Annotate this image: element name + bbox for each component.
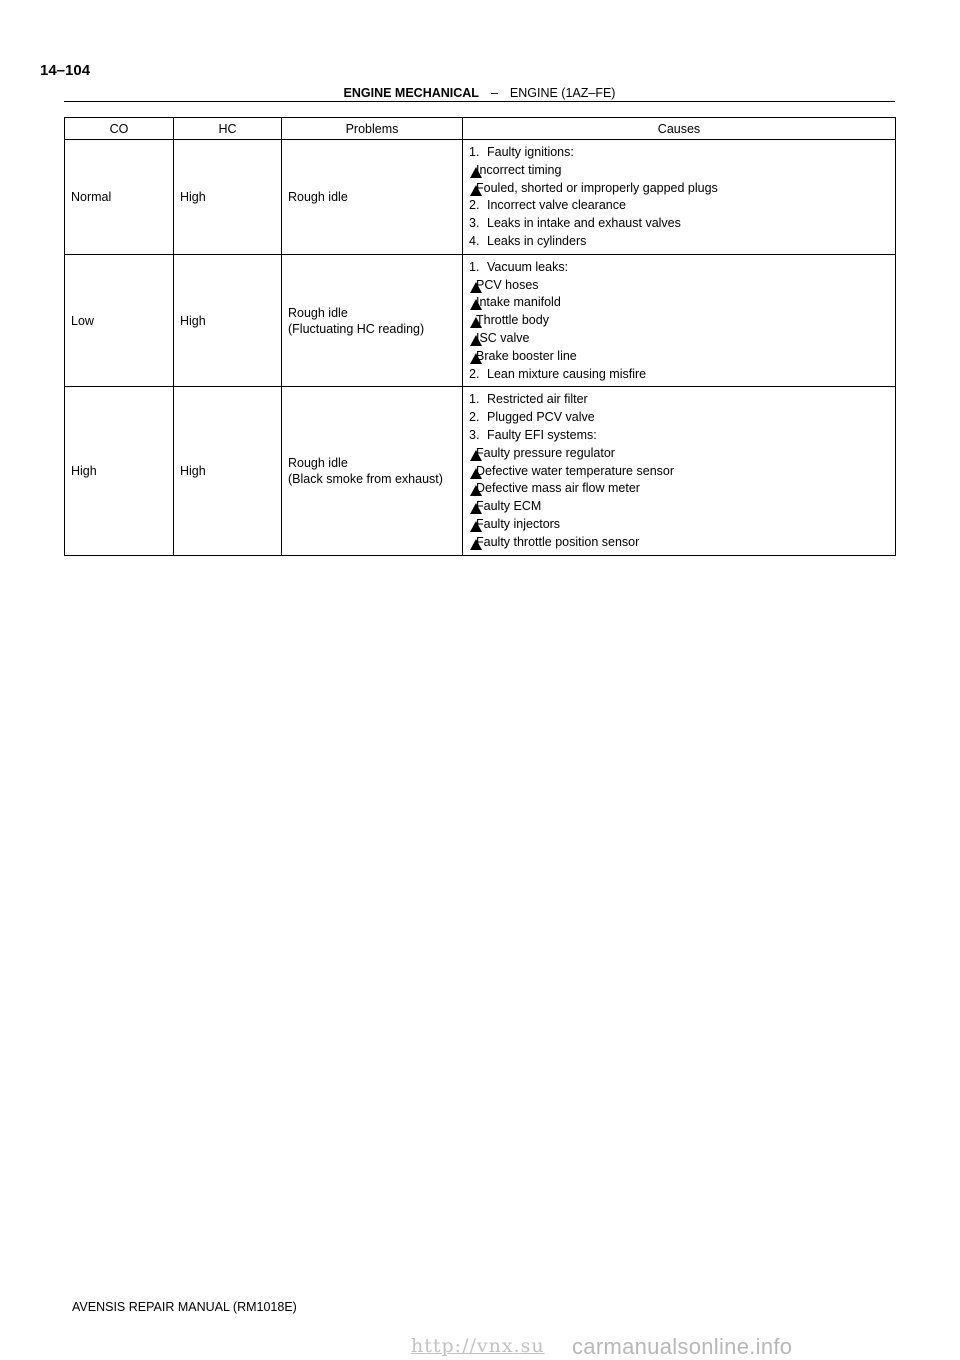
cause-text: Faulty ECM	[476, 499, 542, 514]
table-row	[65, 387, 896, 555]
triangle-bullet-icon	[470, 185, 482, 196]
table-header-row	[65, 118, 896, 140]
cause-number: 1.	[469, 392, 480, 407]
cause-text: Plugged PCV valve	[487, 410, 595, 425]
cause-subitem	[469, 277, 889, 295]
header-problems: Problems	[282, 118, 463, 140]
problems-cell	[282, 254, 463, 387]
cause-text: Vacuum leaks:	[487, 259, 569, 274]
cause-item	[469, 366, 889, 384]
cause-item	[469, 215, 889, 233]
watermark-vnx: http://vnx.su	[411, 1335, 545, 1357]
diagnosis-table	[64, 117, 896, 556]
co-cell: Low	[65, 254, 174, 387]
cause-number: 3.	[469, 216, 480, 231]
cause-subitem	[469, 330, 889, 348]
header-section: ENGINE MECHANICAL	[343, 86, 479, 100]
problems-cell	[282, 140, 463, 255]
causes-cell	[463, 254, 896, 387]
footer-manual-title: AVENSIS REPAIR MANUAL (RM1018E)	[72, 1300, 297, 1314]
causes-cell	[463, 387, 896, 555]
cause-text: Defective water temperature sensor	[476, 463, 675, 478]
header-rule	[64, 101, 895, 102]
page-number: 14–104	[40, 62, 91, 79]
cause-text: ISC valve	[476, 330, 530, 345]
cause-text: Incorrect valve clearance	[487, 198, 626, 213]
cause-subitem	[469, 348, 889, 366]
hc-cell: High	[174, 140, 282, 255]
cause-number: 2.	[469, 198, 480, 213]
header-co: CO	[65, 118, 174, 140]
cause-text: Faulty pressure regulator	[476, 445, 615, 460]
header-hc: HC	[174, 118, 282, 140]
cause-text: Fouled, shorted or improperly gapped plugs	[476, 180, 718, 195]
problem-line: Rough idle	[288, 305, 348, 320]
cause-item	[469, 259, 889, 277]
cause-subitem	[469, 534, 889, 552]
co-cell: Normal	[65, 140, 174, 255]
triangle-bullet-icon	[470, 317, 482, 328]
triangle-bullet-icon	[470, 353, 482, 364]
hc-cell: High	[174, 387, 282, 555]
problem-line: Rough idle	[288, 455, 348, 470]
cause-item	[469, 197, 889, 215]
co-cell: High	[65, 387, 174, 555]
cause-subitem	[469, 445, 889, 463]
triangle-bullet-icon	[470, 335, 482, 346]
cause-number: 2.	[469, 366, 480, 381]
cause-item	[469, 391, 889, 409]
cause-text: Faulty ignitions:	[487, 145, 574, 159]
cause-subitem	[469, 480, 889, 498]
triangle-bullet-icon	[470, 299, 482, 310]
triangle-bullet-icon	[470, 468, 482, 479]
cause-number: 4.	[469, 233, 480, 248]
cause-text: Faulty EFI systems:	[487, 427, 597, 442]
problem-line: (Black smoke from exhaust)	[288, 471, 443, 486]
triangle-bullet-icon	[470, 282, 482, 293]
cause-number: 2.	[469, 410, 480, 425]
cause-text: Intake manifold	[476, 295, 561, 310]
causes-cell	[463, 140, 896, 255]
header-subsection: ENGINE (1AZ–FE)	[509, 86, 616, 100]
triangle-bullet-icon	[470, 503, 482, 514]
cause-text: Leaks in intake and exhaust valves	[487, 216, 681, 231]
cause-item	[469, 144, 889, 162]
triangle-bullet-icon	[470, 450, 482, 461]
cause-list	[469, 255, 889, 387]
problem-line: (Fluctuating HC reading)	[288, 321, 425, 336]
cause-list	[469, 140, 889, 254]
cause-text: Faulty injectors	[476, 516, 561, 531]
problem-line: Rough idle	[288, 189, 348, 204]
cause-subitem	[469, 162, 889, 180]
triangle-bullet-icon	[470, 485, 482, 496]
cause-text: Leaks in cylinders	[487, 233, 587, 248]
cause-text: Defective mass air flow meter	[476, 481, 640, 496]
header-separator: –	[490, 86, 498, 100]
cause-list	[469, 387, 889, 554]
cause-number: 3.	[469, 427, 480, 442]
triangle-bullet-icon	[470, 539, 482, 550]
problems-cell	[282, 387, 463, 555]
cause-text: Brake booster line	[476, 348, 577, 363]
cause-item	[469, 409, 889, 427]
cause-subitem	[469, 180, 889, 198]
cause-text: PCV hoses	[476, 277, 539, 292]
cause-text: Restricted air filter	[487, 392, 588, 407]
cause-text: Faulty throttle position sensor	[476, 534, 640, 549]
cause-item	[469, 427, 889, 445]
cause-subitem	[469, 516, 889, 534]
header-causes: Causes	[463, 118, 896, 140]
cause-text: Lean mixture causing misfire	[487, 366, 647, 381]
table-row	[65, 254, 896, 387]
cause-subitem	[469, 312, 889, 330]
cause-number: 1.	[469, 259, 480, 274]
hc-cell: High	[174, 254, 282, 387]
cause-text: Incorrect timing	[476, 162, 562, 177]
watermark-carmanuals: carmanualsonline.info	[572, 1334, 793, 1359]
triangle-bullet-icon	[470, 167, 482, 178]
cause-item	[469, 233, 889, 251]
table-row	[65, 140, 896, 255]
cause-subitem	[469, 463, 889, 481]
cause-subitem	[469, 498, 889, 516]
cause-subitem	[469, 294, 889, 312]
running-header	[64, 85, 895, 101]
triangle-bullet-icon	[470, 521, 482, 532]
cause-text: Throttle body	[476, 313, 549, 328]
cause-number: 1.	[469, 145, 480, 159]
table-body	[65, 140, 896, 556]
